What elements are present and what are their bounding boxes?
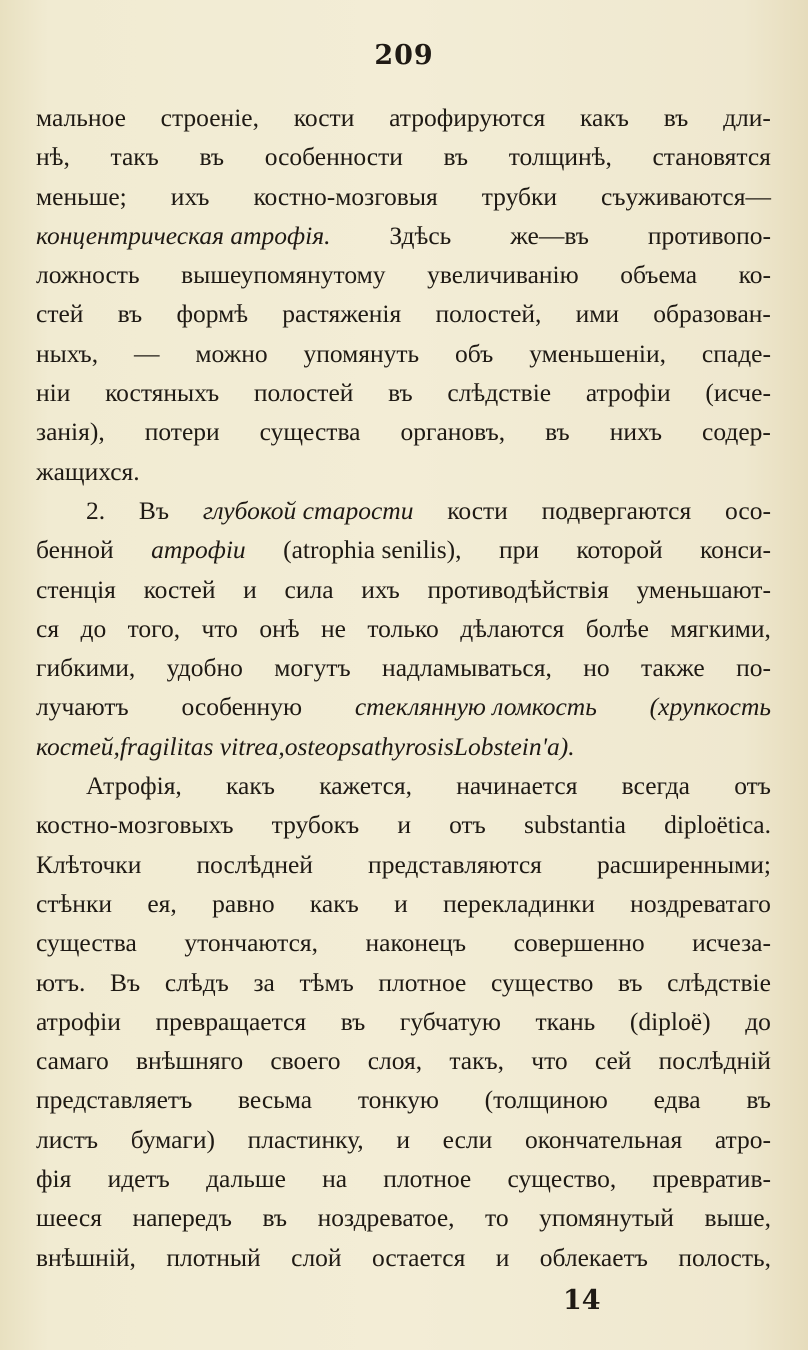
word: не [320, 613, 346, 643]
word: начинается [456, 771, 578, 801]
word: osteopsathyrosis [284, 731, 454, 761]
word: то [485, 1203, 509, 1233]
word: плотное [378, 967, 467, 997]
word: Клѣточки [36, 849, 142, 879]
word: Атрофія, [86, 771, 182, 801]
word: ноздреватое, [317, 1203, 455, 1233]
word: глубокой старости [202, 495, 414, 525]
word: костяныхъ [105, 378, 220, 408]
word: и [495, 1242, 510, 1272]
word: слѣдъ [164, 967, 229, 997]
word: объ [455, 338, 494, 368]
text-line [36, 766, 771, 805]
word: Lobstein'a). [453, 731, 575, 761]
word: спаде- [701, 338, 771, 368]
word: слоя, [367, 1046, 423, 1076]
word: представляетъ [36, 1085, 193, 1115]
word: что [531, 1046, 568, 1076]
word: превратив- [652, 1164, 771, 1194]
word: бенной [36, 535, 114, 565]
text-line [36, 216, 771, 255]
word: кости [293, 103, 355, 132]
word: substantia [523, 810, 626, 840]
text-line [36, 570, 771, 609]
word: становятся [652, 142, 771, 172]
word: кажется, [319, 771, 412, 801]
word: слой [291, 1242, 342, 1272]
word: можно [195, 338, 268, 368]
word: атро- [714, 1124, 771, 1154]
word: какъ [226, 771, 275, 801]
word: послѣдней [196, 849, 313, 879]
word: существа [259, 417, 361, 447]
word: но [583, 653, 610, 683]
word: и [243, 574, 257, 604]
word: въ [388, 378, 413, 408]
text-line [36, 1041, 771, 1080]
word: ноздреватаго [630, 888, 771, 918]
word: растяженія [282, 299, 402, 329]
word: могутъ [274, 653, 351, 683]
word: которой [576, 535, 663, 565]
text-line [36, 1198, 771, 1237]
word: нихъ [609, 417, 663, 447]
word: существо [490, 967, 594, 997]
word: только [367, 613, 439, 643]
word: при [498, 535, 539, 565]
word: (diploë) [629, 1006, 711, 1036]
word: трубки [481, 181, 558, 211]
word: наконецъ [365, 928, 467, 958]
word: fragilitas vitrea, [119, 731, 285, 761]
text-line [36, 1002, 771, 1041]
word: выше, [704, 1203, 771, 1233]
word: атрофіи [585, 378, 671, 408]
word: ныхъ, [36, 338, 99, 368]
word: плотный [166, 1242, 261, 1272]
word: слѣдствіе [667, 967, 771, 997]
word: такъ, [449, 1046, 505, 1076]
word: какъ [309, 888, 359, 918]
word: до [80, 613, 107, 643]
text-line [36, 805, 771, 844]
word: утончаются, [184, 928, 319, 958]
word: лучаютъ [36, 692, 129, 722]
text-line [36, 491, 771, 530]
word: и [396, 1124, 410, 1154]
word: представляются [368, 849, 542, 879]
word: стей [36, 299, 84, 329]
word: осо- [724, 495, 771, 525]
text-line [36, 963, 771, 1002]
word: ко- [738, 260, 771, 290]
text-line [36, 1238, 771, 1277]
word: превращается [155, 1006, 307, 1036]
word: въ [262, 1203, 288, 1233]
text-line [36, 727, 771, 766]
word: полостей [253, 378, 354, 408]
word: Въ [110, 967, 141, 997]
word: ихъ [361, 574, 400, 604]
word: пластинку, [247, 1124, 364, 1154]
word: до [745, 1006, 771, 1036]
word: и [397, 810, 411, 840]
word: самаго [36, 1046, 109, 1076]
signature-mark: 14 [563, 1285, 601, 1316]
word: въ [340, 1006, 366, 1036]
word: онѣ [259, 613, 300, 643]
word: костей, [36, 731, 120, 761]
word: въ [746, 1085, 771, 1115]
word: органовъ, [400, 417, 506, 447]
word: Здѣсь [389, 220, 452, 250]
word: уменьшеніи, [529, 338, 667, 368]
word: (хрупкость [649, 692, 771, 722]
word: въ [545, 417, 570, 447]
word: едва [653, 1085, 701, 1115]
word: съуживаются— [601, 181, 771, 211]
word: ложность [36, 260, 140, 290]
word: особенную [181, 692, 303, 722]
word: же—въ [510, 220, 589, 250]
word: костей [143, 574, 216, 604]
word: въ [199, 142, 225, 172]
word: сей [594, 1046, 632, 1076]
word: diploëtica. [664, 810, 771, 840]
page-body-text [36, 98, 771, 1277]
word: также [640, 653, 705, 683]
word: уменьшают- [636, 574, 771, 604]
word: ся [36, 613, 60, 643]
word: послѣдній [658, 1046, 771, 1076]
word: исчеза- [692, 928, 771, 958]
word: трубокъ [271, 810, 360, 840]
word: атрофіи [151, 535, 246, 565]
word: меньше; [36, 181, 127, 211]
word: гибкими, [36, 653, 136, 683]
word: стеклянную ломкость [354, 692, 597, 722]
word: шееся [36, 1203, 102, 1233]
word: какъ [580, 103, 629, 132]
word: весьма [238, 1085, 313, 1115]
word: существо, [507, 1164, 617, 1194]
word: равно [212, 888, 275, 918]
word: жащихся. [36, 456, 140, 486]
word: подвергаются [541, 495, 692, 525]
word: удобно [166, 653, 243, 683]
text-line [36, 412, 771, 451]
word: мальное [36, 103, 126, 132]
text-line [36, 373, 771, 412]
word: тонкую [357, 1085, 439, 1115]
page-number: 209 [374, 40, 434, 71]
word: существа [36, 928, 137, 958]
word: фія [36, 1164, 72, 1194]
text-line [36, 294, 771, 333]
text-line [36, 1080, 771, 1119]
word: слѣдствіе [447, 378, 552, 408]
word: внѣшняго [136, 1046, 244, 1076]
word: стѣнки [36, 888, 112, 918]
word: нѣ, [36, 142, 70, 172]
text-line [36, 530, 771, 569]
word: губчатую [399, 1006, 501, 1036]
word: концентрическая атрофія. [36, 220, 331, 250]
text-line [36, 452, 771, 491]
word: дли- [723, 103, 771, 132]
word: стенція [36, 574, 116, 604]
text-line [36, 923, 771, 962]
word: вышеупомянутому [181, 260, 386, 290]
word: перекладинки [443, 888, 595, 918]
word: полость, [678, 1242, 771, 1272]
word: въ [617, 967, 643, 997]
text-line [36, 334, 771, 373]
word: отъ [734, 771, 771, 801]
word: объема [620, 260, 698, 290]
word: толщинѣ, [508, 142, 612, 172]
word: надламываться, [382, 653, 552, 683]
text-line [36, 648, 771, 687]
word: атрофируются [389, 103, 546, 132]
word: облекаетъ [539, 1242, 648, 1272]
word: расширенными; [596, 849, 771, 879]
word: на [322, 1164, 348, 1194]
word: своего [270, 1046, 341, 1076]
word: совершенно [513, 928, 645, 958]
word: того, [127, 613, 181, 643]
word: формѣ [176, 299, 249, 329]
word: (толщиною [484, 1085, 608, 1115]
text-line [36, 1159, 771, 1198]
word: болѣе [585, 613, 649, 643]
word: въ [443, 142, 469, 172]
word: за [253, 967, 275, 997]
word: Въ [138, 495, 170, 525]
word: ютъ. [36, 967, 86, 997]
word: особенности [264, 142, 403, 172]
text-line [36, 98, 771, 137]
text-line [36, 884, 771, 923]
word: ихъ [170, 181, 210, 211]
word: остается [372, 1242, 466, 1272]
word: и [394, 888, 408, 918]
word: сила [284, 574, 334, 604]
word: если [442, 1124, 493, 1154]
word: строеніе, [160, 103, 259, 132]
word: дѣлаются [460, 613, 565, 643]
word: (atrophia senilis), [283, 535, 462, 565]
word: окончательная [524, 1124, 683, 1154]
word: напередъ [132, 1203, 232, 1233]
word: бумаги) [130, 1124, 215, 1154]
word: увеличиванію [427, 260, 579, 290]
word: ткань [535, 1006, 596, 1036]
word: идетъ [107, 1164, 170, 1194]
word: въ [117, 299, 143, 329]
word: отъ [449, 810, 486, 840]
word: — [133, 338, 160, 368]
word: упомянуть [303, 338, 420, 368]
word: конси- [700, 535, 771, 565]
word: тѣмъ [299, 967, 354, 997]
word: 2. [86, 495, 106, 525]
word: костно-мозговыя [253, 181, 438, 211]
word: листъ [36, 1124, 99, 1154]
word: плотное [383, 1164, 472, 1194]
word: что [201, 613, 238, 643]
word: содер- [702, 417, 771, 447]
word: всегда [621, 771, 690, 801]
word: мягкими, [670, 613, 771, 643]
word: внѣшній, [36, 1242, 136, 1272]
word: костно-мозговыхъ [36, 810, 234, 840]
word: атрофіи [36, 1006, 121, 1036]
word: противодѣйствія [427, 574, 609, 604]
text-line [36, 177, 771, 216]
word: такъ [110, 142, 159, 172]
word: ея, [147, 888, 177, 918]
text-line [36, 609, 771, 648]
word: образован- [653, 299, 771, 329]
text-line [36, 687, 771, 726]
word: полостей, [435, 299, 542, 329]
word: упомянутый [539, 1203, 674, 1233]
word: потери [144, 417, 220, 447]
word: ими [575, 299, 620, 329]
text-line [36, 845, 771, 884]
word: по- [736, 653, 771, 683]
word: занія), [36, 417, 105, 447]
word: противопо- [647, 220, 771, 250]
text-line [36, 137, 771, 176]
text-line [36, 255, 771, 294]
word: кости [447, 495, 508, 525]
word: въ [663, 103, 689, 132]
text-line [36, 1120, 771, 1159]
word: (исче- [705, 378, 771, 408]
word: дальше [206, 1164, 286, 1194]
word: ніи [36, 378, 71, 408]
